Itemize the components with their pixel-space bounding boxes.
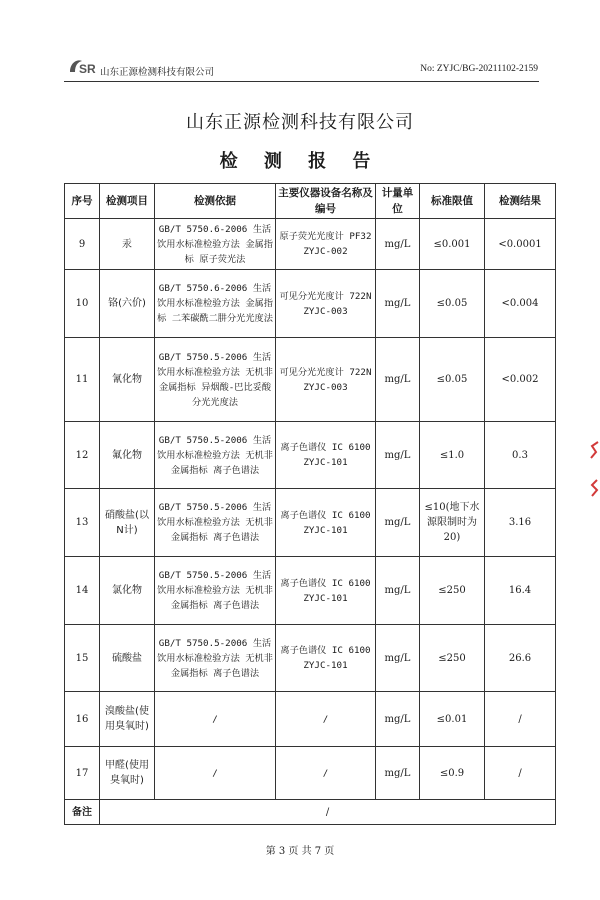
col-header-item: 检测项目	[100, 184, 155, 219]
cell-seq: 14	[65, 557, 100, 625]
cell-unit: mg/L	[376, 338, 420, 422]
cell-seq: 10	[65, 270, 100, 338]
header-company-name: 山东正源检测科技有限公司	[100, 67, 215, 78]
cell-equipment: 可见分光光度计 722N ZYJC-003	[276, 338, 376, 422]
cell-limit: ≤0.05	[420, 270, 485, 338]
cell-unit: mg/L	[376, 489, 420, 557]
cell-unit: mg/L	[376, 625, 420, 692]
remarks-row	[65, 800, 556, 825]
col-header-seq: 序号	[65, 184, 100, 219]
cell-seq: 11	[65, 338, 100, 422]
cell-item: 硝酸盐(以N计)	[100, 489, 155, 557]
table-row	[65, 557, 556, 625]
table-row	[65, 625, 556, 692]
cell-basis: /	[155, 692, 276, 747]
cell-result: 26.6	[485, 625, 556, 692]
cell-result: <0.004	[485, 270, 556, 338]
page-title: 山东正源检测科技有限公司	[186, 112, 414, 133]
cell-equipment: 原子荧光光度计 PF32 ZYJC-002	[276, 219, 376, 270]
cell-equipment: 离子色谱仪 IC 6100 ZYJC-101	[276, 489, 376, 557]
cell-seq: 15	[65, 625, 100, 692]
cell-equipment: 离子色谱仪 IC 6100 ZYJC-101	[276, 625, 376, 692]
cell-limit: ≤0.01	[420, 692, 485, 747]
cell-basis: GB/T 5750.5-2006 生活饮用水标准检验方法 无机非金属指标 离子色谱法	[155, 489, 276, 557]
cell-item: 硫酸盐	[100, 625, 155, 692]
cell-result: <0.0001	[485, 219, 556, 270]
table-row	[65, 489, 556, 557]
cell-seq: 17	[65, 747, 100, 800]
cell-unit: mg/L	[376, 422, 420, 489]
cell-result: /	[485, 747, 556, 800]
col-header-unit: 计量单位	[376, 184, 420, 219]
page-footer: 第 3 页 共 7 页	[265, 846, 335, 857]
remarks-value: /	[100, 800, 556, 825]
cell-limit: ≤10(地下水源限制时为20)	[420, 489, 485, 557]
cell-limit: ≤250	[420, 557, 485, 625]
report-number: No: ZYJC/BG-20211102-2159	[420, 64, 538, 74]
seal-edge-icon	[588, 440, 600, 510]
cell-basis: GB/T 5750.5-2006 生活饮用水标准检验方法 无机非金属指标 异烟酸-巴比妥酸分光光度法	[155, 338, 276, 422]
col-header-result: 检测结果	[485, 184, 556, 219]
cell-result: 16.4	[485, 557, 556, 625]
cell-result: 0.3	[485, 422, 556, 489]
cell-result: 3.16	[485, 489, 556, 557]
cell-item: 汞	[100, 219, 155, 270]
cell-basis: /	[155, 747, 276, 800]
remarks-label: 备注	[65, 800, 100, 825]
col-header-limit: 标准限值	[420, 184, 485, 219]
cell-seq: 12	[65, 422, 100, 489]
page-header	[68, 56, 538, 80]
table-row	[65, 422, 556, 489]
cell-unit: mg/L	[376, 219, 420, 270]
cell-item: 甲醛(使用臭氧时)	[100, 747, 155, 800]
cell-item: 铬(六价)	[100, 270, 155, 338]
cell-unit: mg/L	[376, 557, 420, 625]
cell-equipment: 离子色谱仪 IC 6100 ZYJC-101	[276, 422, 376, 489]
cell-basis: GB/T 5750.5-2006 生活饮用水标准检验方法 无机非金属指标 离子色谱法	[155, 422, 276, 489]
cell-item: 氯化物	[100, 557, 155, 625]
cell-item: 氰化物	[100, 338, 155, 422]
cell-unit: mg/L	[376, 692, 420, 747]
cell-equipment: /	[276, 692, 376, 747]
col-header-equipment: 主要仪器设备名称及编号	[276, 184, 376, 219]
cell-result: <0.002	[485, 338, 556, 422]
cell-item: 氟化物	[100, 422, 155, 489]
cell-limit: ≤250	[420, 625, 485, 692]
cell-basis: GB/T 5750.5-2006 生活饮用水标准检验方法 无机非金属指标 离子色谱法	[155, 625, 276, 692]
col-header-basis: 检测依据	[155, 184, 276, 219]
cell-basis: GB/T 5750.5-2006 生活饮用水标准检验方法 无机非金属指标 离子色谱法	[155, 557, 276, 625]
report-subtitle: 检 测 报 告	[219, 151, 381, 172]
table-row	[65, 747, 556, 800]
cell-seq: 13	[65, 489, 100, 557]
cell-limit: ≤0.05	[420, 338, 485, 422]
header-divider	[64, 81, 539, 82]
cell-basis: GB/T 5750.6-2006 生活饮用水标准检验方法 金属指标 原子荧光法	[155, 219, 276, 270]
table-row	[65, 338, 556, 422]
cell-limit: ≤0.9	[420, 747, 485, 800]
cell-basis: GB/T 5750.6-2006 生活饮用水标准检验方法 金属指标 二苯碳酰二肼分光光度法	[155, 270, 276, 338]
table-row	[65, 270, 556, 338]
company-logo-icon	[68, 56, 98, 76]
cell-result: /	[485, 692, 556, 747]
table-header-row	[65, 184, 556, 219]
table-row	[65, 692, 556, 747]
cell-equipment: 离子色谱仪 IC 6100 ZYJC-101	[276, 557, 376, 625]
cell-limit: ≤1.0	[420, 422, 485, 489]
svg-text:SR: SR	[79, 62, 96, 76]
cell-unit: mg/L	[376, 747, 420, 800]
cell-equipment: 可见分光光度计 722N ZYJC-003	[276, 270, 376, 338]
test-results-table	[64, 183, 556, 825]
cell-seq: 9	[65, 219, 100, 270]
cell-seq: 16	[65, 692, 100, 747]
cell-item: 溴酸盐(使用臭氧时)	[100, 692, 155, 747]
cell-limit: ≤0.001	[420, 219, 485, 270]
table-row	[65, 219, 556, 270]
cell-unit: mg/L	[376, 270, 420, 338]
cell-equipment: /	[276, 747, 376, 800]
